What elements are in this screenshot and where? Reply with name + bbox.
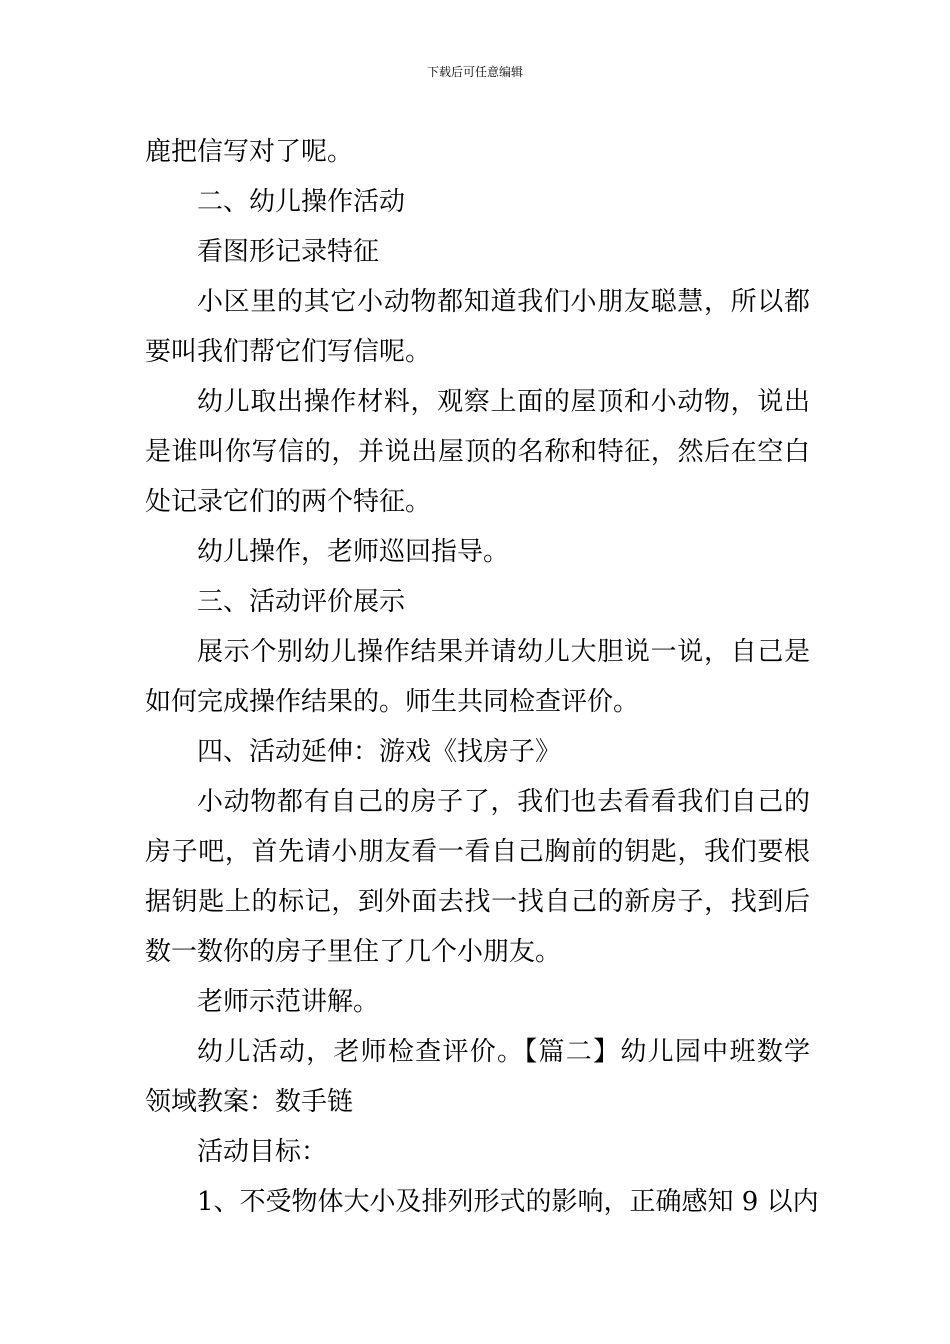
section-heading: 二、幼儿操作活动: [197, 187, 406, 217]
subheading: 活动目标：: [197, 1137, 328, 1167]
section-heading: 三、活动评价展示: [197, 587, 406, 617]
paragraph-line: 幼儿操作，老师巡回指导。: [197, 537, 510, 567]
subheading: 看图形记录特征: [197, 237, 380, 267]
paragraph-line: 要叫我们帮它们写信呢。: [145, 337, 432, 367]
paragraph-line: 老师示范讲解。: [197, 987, 380, 1017]
paragraph-line: 处记录它们的两个特征。: [145, 487, 432, 517]
paragraph-line: 数一数你的房子里住了几个小朋友。: [145, 937, 562, 967]
paragraph-line: 房子吧，首先请小朋友看一看自己胸前的钥匙，我们要根: [145, 837, 810, 867]
paragraph-line: 1、不受物体大小及排列形式的影响，正确感知 9 以内: [197, 1187, 819, 1217]
paragraph-line: 小区里的其它小动物都知道我们小朋友聪慧，所以都: [197, 287, 810, 317]
paragraph-line: 如何完成操作结果的。师生共同检查评价。: [145, 687, 640, 717]
paragraph-line: 是谁叫你写信的，并说出屋顶的名称和特征，然后在空白: [145, 437, 810, 467]
section-heading: 四、活动延伸：游戏《找房子》: [197, 737, 562, 767]
paragraph-line: 鹿把信写对了呢。: [145, 137, 354, 167]
paragraph-line: 幼儿取出操作材料，观察上面的屋顶和小动物，说出: [197, 387, 810, 417]
paragraph-line: 幼儿活动，老师检查评价。【篇二】幼儿园中班数学: [197, 1037, 810, 1067]
paragraph-line: 领域教案：数手链: [145, 1087, 354, 1117]
document-body: [145, 127, 819, 1227]
page-header: 下载后可任意编辑: [426, 65, 523, 79]
paragraph-line: 展示个别幼儿操作结果并请幼儿大胆说一说，自己是: [197, 637, 810, 667]
paragraph-line: 小动物都有自己的房子了，我们也去看看我们自己的: [197, 787, 810, 817]
paragraph-line: 据钥匙上的标记，到外面去找一找自己的新房子，找到后: [145, 887, 810, 917]
